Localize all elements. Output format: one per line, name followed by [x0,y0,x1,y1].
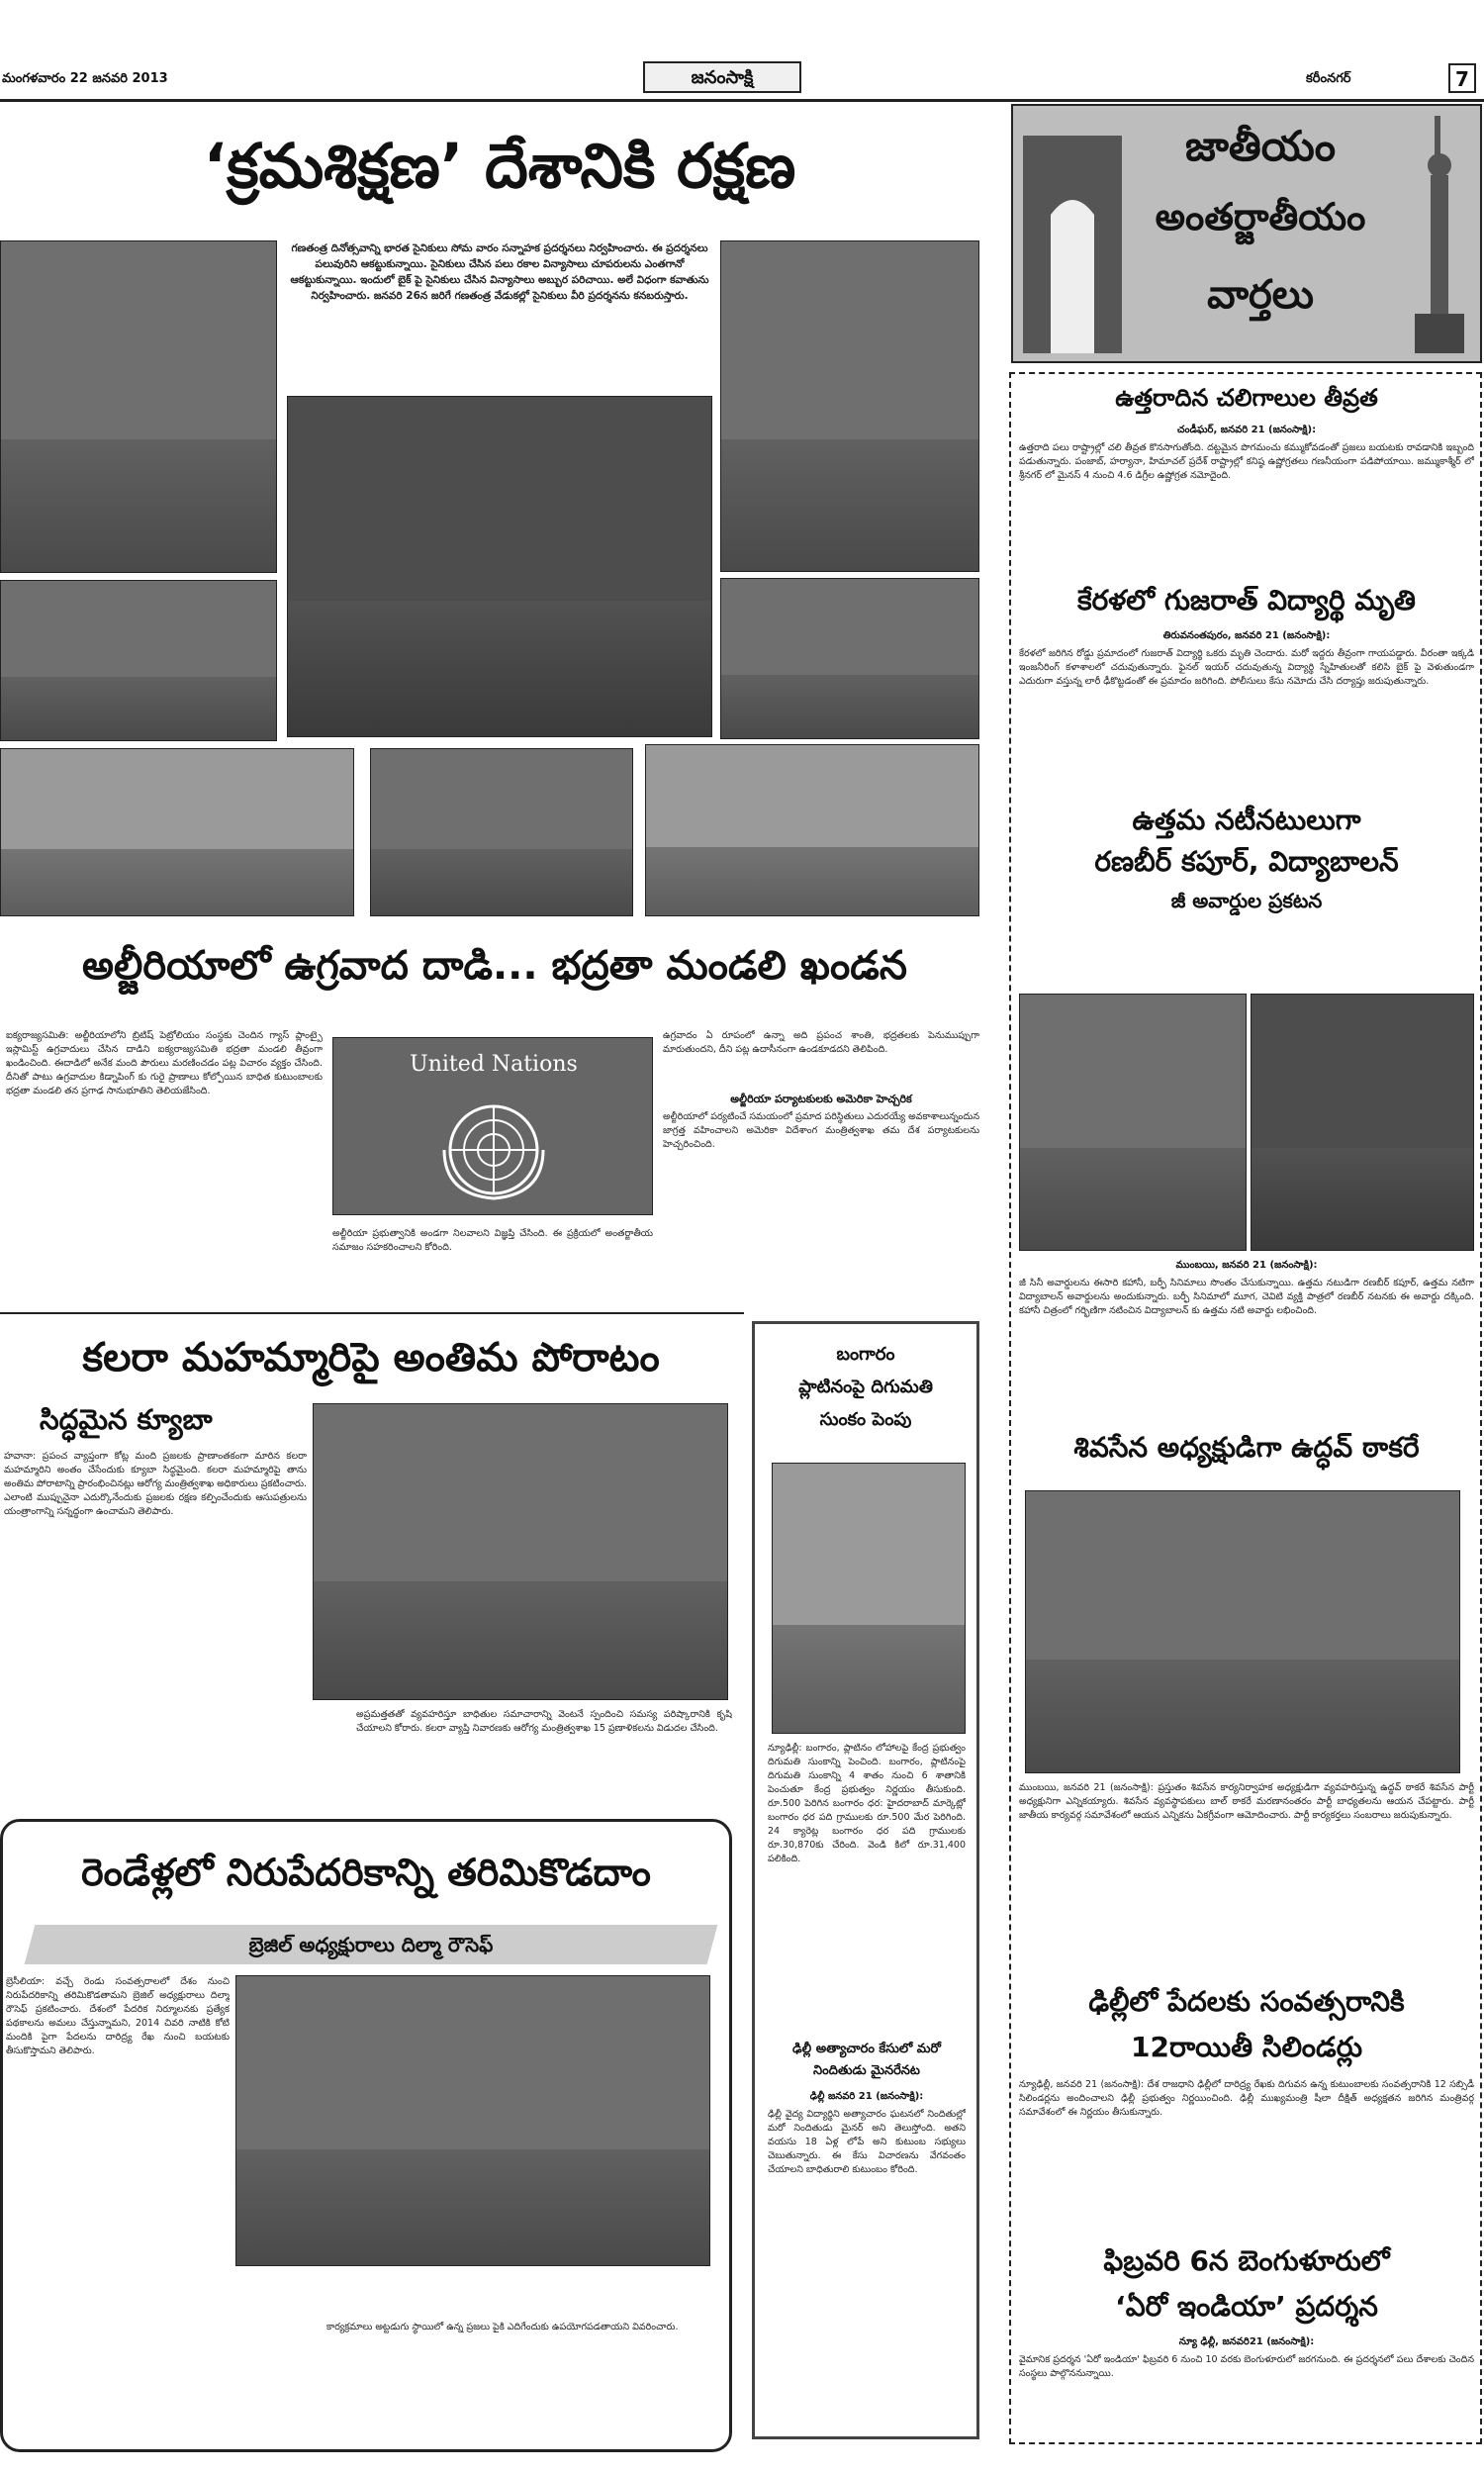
cold-dateline: చండీఘర్, జనవరి 21 (జనంసాక్షి): [1176,425,1317,435]
gold-dateline2: ఢిల్లీ జనవరి 21 (జనంసాక్షి): [809,2091,924,2102]
photo-vidya-balan [1019,994,1247,1251]
masthead-text: జనంసాక్షి [691,67,754,88]
aero-dateline: న్యూ ఢిల్లీ, జనవరి21 (జనంసాక్షి): [1178,2336,1315,2347]
header-edition: కరీంనగర్ [1306,71,1351,86]
photo-vaccination [313,1403,728,1700]
section-logo-line1: జాతీయం [1184,122,1337,170]
statue-of-liberty-icon [1405,116,1474,353]
cylinders-headline-2: 12రాయితీ సిలిండర్లు [1130,2031,1363,2063]
photo-saluting-officer [720,240,979,572]
algeria-col3-intro: ఉగ్రవాదం ఏ రూపంలో ఉన్నా అది ప్రపంచ శాంతి, భద్రతలకు పెనుముప్పుగా మారుతుందని, దీని పట్ల ఉదాసీనంగా ఉండకూడదని తెలిపింది. [663,1030,979,1055]
un-label: United Nations [410,1052,578,1077]
banner-headline: ‘క్రమశిక్షణ’ దేశానికి రక్షణ [203,130,796,202]
photo-motorcycle-parade [645,744,979,916]
india-gate-icon [1023,126,1122,353]
header-bar [0,59,1484,99]
un-emblem-icon [434,1095,553,1204]
photo-bike-stunt [0,748,354,916]
photo-dilma-rousseff [235,1975,710,2266]
gold-sub2: ఢిల్లీ అత్యాచారం కేసులో మరో నిందితుడు మైనరేనట [792,2042,941,2078]
gold-body: న్యూఢిల్లీ: బంగారం, ప్లాటినం లోహాలపై కేంద్ర ప్రభుత్వం దిగుమతి సుంకాన్ని పెంచింది. బంగారం, ప్లాటినంపై దిగుమతి సుంకాన్ని 4 శాతం నుంచి 6 శాతానికి పెంచుతూ కేంద్ర ప్రభుత్వం నిర్ణయం తీసుకుంది. రూ.500 పెరిగిన బంగారం ధర: హైదరాబాద్ మార్కెట్లో బంగారం ధర పది గ్రాములకు రూ.500 మేర పెరిగింది. 24 క్యారెట్ల బంగారం ధర పది గ్రాములకు రూ.30,870కు చేరింది. వెండి కిలో రూ.31,400 పలికింది. [768,1743,966,1864]
brazil-headline: రెండేళ్లలో నిరుపేదరికాన్ని తరిమికొడదాం [20,1843,712,1902]
page-number: 7 [1448,63,1476,93]
shivsena-headline: శివసేన అధ్యక్షుడిగా ఉద్ధవ్ ఠాకరే [1073,1431,1420,1464]
algeria-rule [0,1312,744,1314]
header-date: మంగళవారం 22 జనవరి 2013 [2,71,168,86]
cholera-col1: హవానా: ప్రపంచ వ్యాప్తంగా కోట్ల మంది ప్రజలకు ప్రాణాంతకంగా మారిన కలరా మహమ్మారిని అంతం చేసేందుకు క్యూబా సిద్ధమైంది. కలరా మహమ్మారిపై తాను అంతిమ పోరాటాన్ని ప్రారంభించినట్లు ఆరోగ్య మంత్రిత్వశాఖ అధికారులు ప్రకటించారు. ఎలాంటి ముప్పునైనా ఎదుర్కొనేందుకు ప్రజలకు రక్షణ కల్పించేందుకు ఆసుపత్రులను యంత్రాంగాన్ని సన్నద్ధంగా ఉంచామని తెలిపారు. [4,1451,307,1517]
masthead-logo [643,61,801,93]
brazil-col1: బ్రెసీలియా: వచ్చే రెండు సంవత్సరాలలో దేశం నుంచి నిరుపేదరికాన్ని తరిమికొడతామని బ్రెజిల్ అధ్యక్షురాలు దిల్మా రౌసెఫ్ ప్రకటించారు. దేశంలో పేదరిక నిర్మూలనకు ప్రత్యేక పథకాలను అమలు చేస్తున్నామని, 2014 చివరి నాటికి కోటి మందికి పైగా పేదలను దారిద్ర్య రేఖ నుంచి బయటకు తీసుకొస్తామని తెలిపారు. [6,1976,230,2056]
shivsena-body: ముంబయి, జనవరి 21 (జనంసాక్షి): ప్రస్తుతం శివసేన కార్యనిర్వాహక అధ్యక్షుడిగా వ్యవహరిస్తున్న ఉద్ధవ్ ఠాకరే శివసేన పార్టీ అధ్యక్షునిగా ఎన్నికయ్యారు. శివసేన వ్యవస్థాపకులు బాల్ ఠాకరే మరణానంతరం పార్టీ బాధ్యతలను ఆయన చేపట్టారు. పార్టీ జాతీయ కార్యవర్గ సమావేశంలో ఆయన ఎన్నికను ఏకగ్రీవంగా ఆమోదించారు. పార్టీ కార్యకర్తలు సంబరాలు జరుపుకున్నారు. [1019,1782,1474,1821]
cholera-headline: కలరా మహమ్మారిపై అంతిమ పోరాటం [82,1335,660,1380]
gold-title-3: సుంకం పెంపు [819,1409,912,1430]
un-logo-box [332,1037,653,1215]
photo-ranbir-kapoor [1251,994,1474,1251]
photo-parade-ground [720,578,979,739]
photo-marching-soldiers [287,396,712,737]
cholera-subhead: సిద్ధమైన క్యూబా [40,1403,213,1436]
awards-headline-2: రణబీర్ కపూర్, విద్యాబాలన్ [1094,845,1399,878]
cylinders-body: న్యూఢిల్లీ, జనవరి 21 (జనంసాక్షి): దేశ రాజధాని ఢిల్లీలో దారిద్ర్య రేఖకు దిగువన ఉన్న కుటుంబాలకు సంవత్సరానికి 12 సబ్సిడీ సిలిండర్లను అందించాలని ఢిల్లీ ప్రభుత్వం నిర్ణయించింది. ఢిల్లీ ముఖ్యమంత్రి షీలా దీక్షిత్ అధ్యక్షతన జరిగిన మంత్రివర్గ సమావేశంలో ఈ నిర్ణయం తీసుకున్నారు. [1019,2079,1474,2118]
algeria-col1: ఐక్యరాజ్యసమితి: అల్జీరియాలోని బ్రిటిష్ పెట్రోలియం సంస్థకు చెందిన గ్యాస్ ప్లాంట్పై ఇస్లామిస్ట్ ఉగ్రవాదులు చేసిన దాడిని ఐక్యరాజ్యసమితి భద్రతా మండలి తీవ్రంగా ఖండించింది. ఈదాడిలో అనేక మంది పౌరులు మరణించడం పట్ల విచారం వ్యక్తం చేసింది. దీనితో పాటు ఉగ్రవాదుల కిడ్నాపింగ్ కు గురై ప్రాణాలు కోల్పోయిన బాధిత కుటుంబాలకు భద్రతా మండలి తన ప్రగాఢ సానుభూతిని తెలియజేసింది. [6,1030,323,1096]
cylinders-headline-1: ఢిల్లీలో పేదలకు సంవత్సరానికి [1088,1985,1405,2018]
brazil-col2: కార్యక్రమాలు అట్టడుగు స్థాయిలో ఉన్న ప్రజలు పైకి ఎదిగేందుకు ఉపయోగపడతాయని వివరించారు. [326,2322,679,2332]
gold-title-box [765,1334,967,1453]
section-logo [1011,104,1482,363]
kerala-body: కేరళలో జరిగిన రోడ్డు ప్రమాదంలో గుజరాత్ విద్యార్థి ఒకరు మృతి చెందారు. మరో ఇద్దరు తీవ్రంగా గాయపడ్డారు. వీరంతా ఇక్కడి ఇంజనీరింగ్ కళాశాలలో చదువుతున్నారు. ఫైనల్ ఇయర్ చదువుతున్న విద్యార్థి స్నేహితులతో కలిసి బైక్ పై వెళుతుండగా ఎదురుగా వస్తున్న లారీ ఢీకొట్టడంతో ఈ ప్రమాదం జరిగింది. పోలీసులు కేసు నమోదు చేసి దర్యాప్తు జరుపుతున్నారు. [1019,648,1474,687]
kerala-dateline: తిరువనంతపురం, జనవరి 21 (జనంసాక్షి): [1162,630,1331,641]
algeria-col2: అల్జీరియా ప్రభుత్వానికి అండగా నిలవాలని విజ్ఞప్తి చేసింది. ఈ ప్రక్రియలో అంతర్జాతీయ సమాజం సహకరించాలని కోరింది. [332,1228,653,1253]
photo-soldiers-salute [0,240,277,573]
section-logo-line3: వార్తలు [1207,272,1314,318]
gold-body2: ఢిల్లీ వైద్య విద్యార్థిని అత్యాచారం ఘటనలో నిందితుల్లో మరో నిందితుడు మైనర్ అని తెలుస్తోంది. అతని వయసు 18 ఏళ్ల లోపే అని కుటుంబ సభ్యులు చెబుతున్నారు. ఈ కేసు విచారణను వేగవంతం చేయాలని బాధితురాలి కుటుంబం కోరింది. [768,2109,966,2175]
aero-headline-1: ఫిబ్రవరి 6న బెంగుళూరులో [1103,2244,1390,2277]
cold-body: ఉత్తరాది పలు రాష్ట్రాల్లో చలి తీవ్రత కొనసాగుతోంది. దట్టమైన పొగమంచు కమ్ముకోవడంతో ప్రజలు బయటకు రావడానికి ఇబ్బంది పడుతున్నారు. పంజాబ్, హర్యానా, హిమాచల్ ప్రదేశ్ రాష్ట్రాల్లో కనిష్ఠ ఉష్ణోగ్రతలు గణనీయంగా పడిపోయాయి. జమ్ముకాశ్మీర్ లో శ్రీనగర్ లో మైనస్ 4 నుంచి 4.6 డిగ్రీల ఉష్ణోగ్రత నమోదైంది. [1019,442,1474,481]
photo-uddhav-thackeray [1025,1490,1460,1773]
awards-headline-1: ఉత్తమ నటీనటులుగా [1132,804,1361,836]
photo-camel-troops [370,748,633,916]
aero-headline-2: ‘ఏరో ఇండియా’ ప్రదర్శన [1115,2290,1378,2323]
header-rule [0,99,1484,102]
awards-subhead: జీ అవార్డుల ప్రకటన [1170,889,1323,912]
cold-headline: ఉత్తరాదిన చలిగాలుల తీవ్రత [1115,384,1378,412]
algeria-col3-subhead: అల్జీరియా పర్యాటకులకు అమెరికా హెచ్చరిక [730,1093,912,1105]
aero-body: వైమానిక ప్రదర్శన 'ఏరో ఇండియా' ఫిబ్రవరి 6 నుంచి 10 వరకు బెంగుళూరులో జరగనుంది. ఈ ప్రదర్శనలో పలు దేశాలకు చెందిన సంస్థలు పాల్గొననున్నాయి. [1019,2354,1474,2379]
kerala-headline: కేరళలో గుజరాత్ విద్యార్థి మృతి [1077,584,1416,617]
cholera-col2: అప్రమత్తతతో వ్యవహరిస్తూ బాధితుల సమాచారాన్ని వెంటనే స్పందించి సమస్య పరిష్కారానికి కృషి చేయాలని కోరారు. కలరా వ్యాప్తి నివారణకు ఆరోగ్య మంత్రిత్వశాఖ 15 ప్రణాళికలను విడుదల చేసింది. [356,1709,732,1734]
photo-gold-bars [772,1463,966,1734]
awards-dateline: ముంబయి, జనవరి 21 (జనంసాక్షి): [1175,1260,1318,1271]
section-logo-line2: అంతర్జాతీయం [1155,195,1366,238]
brazil-byline: బ్రెజిల్ అధ్యక్షురాలు దిల్మా రౌసెఫ్ [248,1933,494,1956]
photo-commandos [0,580,277,741]
algeria-col3-body: అల్జీరియాలో పర్యటించే సమయంలో ప్రమాద పరిస్థితులు ఎదురయ్యే అవకాశాలున్నందున జాగ్రత్త వహించాలని అమెరికా విదేశాంగ మంత్రిత్వశాఖ తమ దేశ పర్యాటకులను హెచ్చరించింది. [663,1111,979,1150]
gold-title-1: బంగారం [836,1344,895,1365]
banner-caption: గణతంత్ర దినోత్సవాన్ని భారత సైనికులు సోమ వారం సన్నాహక ప్రదర్శనలు నిర్వహించారు. ఈ ప్రదర్శనలు పలువురిని ఆకట్టుకున్నాయి. సైనికులు చేసిన పలు రకాల విన్యాసాలు చూపరులను ఎంతగానో ఆకట్టుకున్నాయి. ఇందులో బైక్ పై సైనికులు చేసిన విన్యాసాలు అబ్బుర పరిచాయి. అలే విధంగా కవాతును నిర్వహించారు. జనవరి 26న జరిగే గణతంత్ర వేడుకల్లో సైనికులు వీరి ప్రదర్శనను కనబరుస్తారు. [290,242,709,302]
awards-body: జీ సినీ అవార్డులను ఈసారి కహానీ, బర్ఫీ సినిమాలు సొంతం చేసుకున్నాయి. ఉత్తమ నటుడిగా రణబీర్ కపూర్, ఉత్తమ నటిగా విద్యాబాలన్ అవార్డులను అందుకున్నారు. బర్ఫీ సినిమాలో మూగ, చెవిటి వ్యక్తి పాత్రలో రణబీర్ నటనకు ఈ అవార్డు దక్కింది. కహానీ చిత్రంలో గర్భిణిగా నటించిన విద్యాబాలన్ కు ఉత్తమ నటి అవార్డు లభించింది. [1019,1278,1474,1316]
algeria-headline: అల్జీరియాలో ఉగ్రవాద దాడి... భద్రతా మండలి ఖండన [82,943,907,989]
gold-title-2: ప్లాటినంపై దిగుమతి [798,1377,933,1397]
